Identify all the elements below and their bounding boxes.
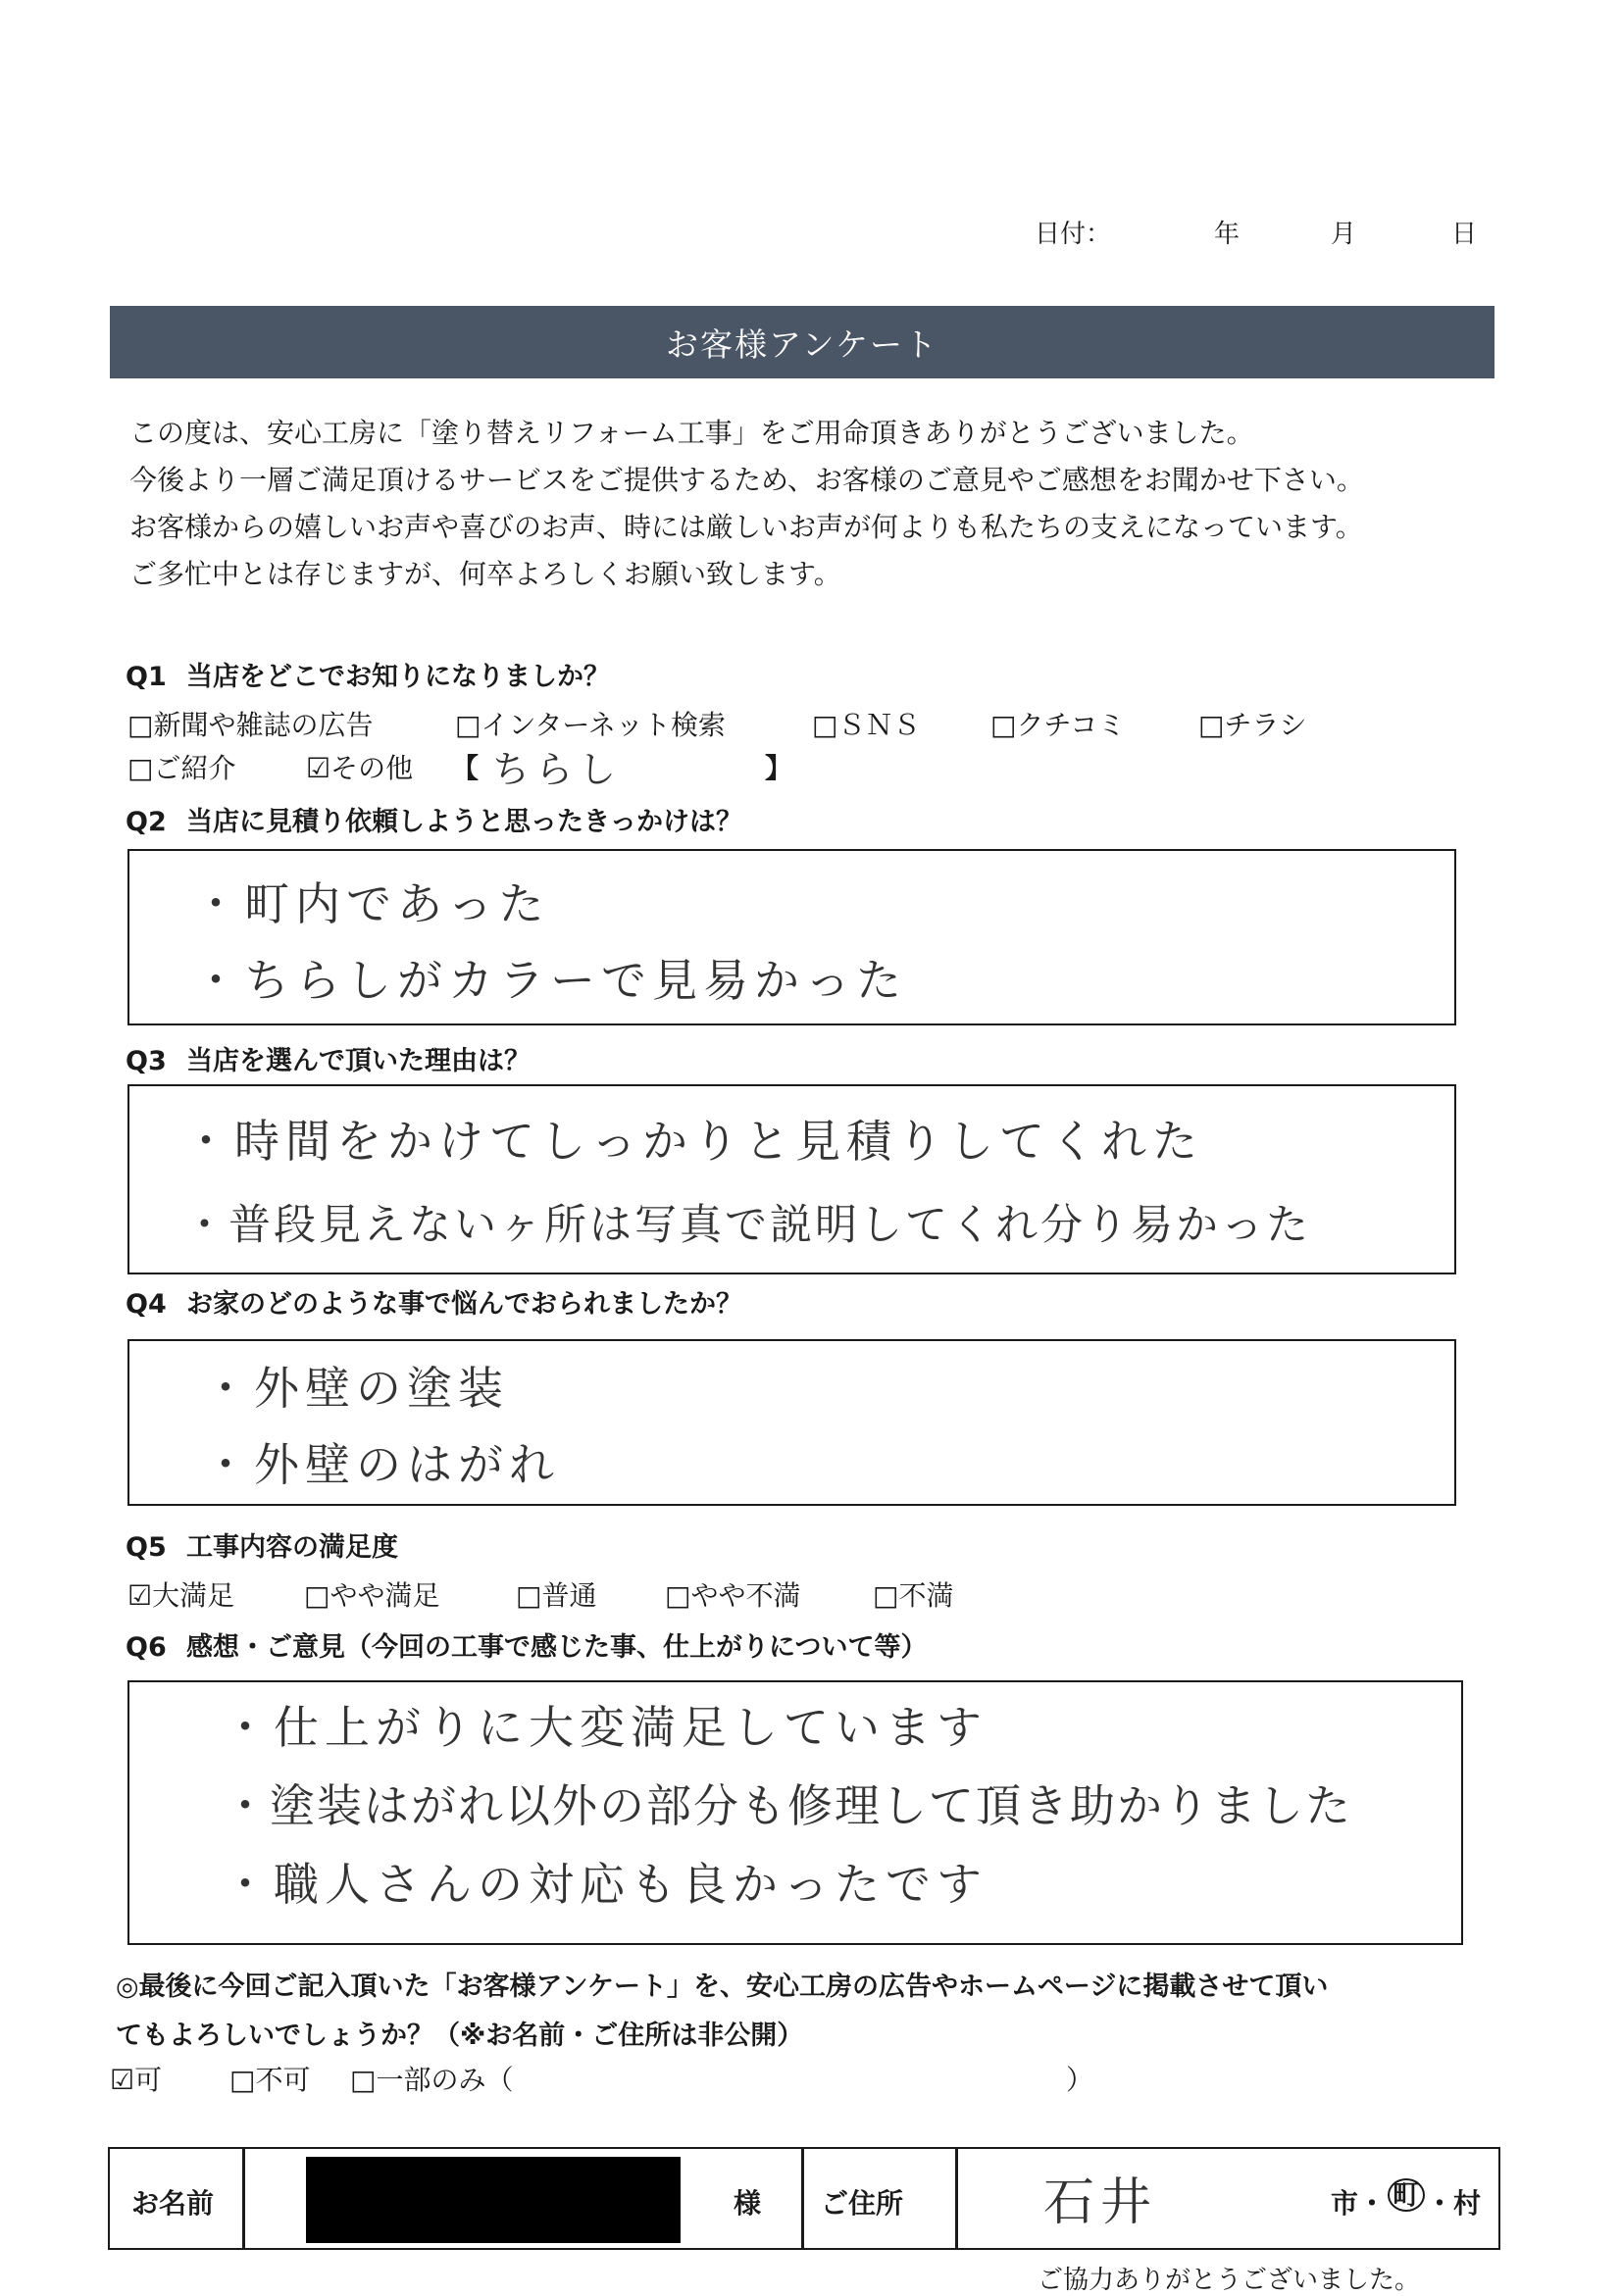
customer-info-table [108,2147,1500,2250]
address-son: ・村 [1426,2187,1482,2220]
table-divider [242,2149,245,2248]
publish-option-yes[interactable]: ☑可 [110,2064,163,2096]
page-title: お客様アンケート [665,324,939,364]
thanks-message: ご協力ありがとうございました。 [1038,2266,1421,2295]
q5-options [127,1574,1108,1614]
q1-other-close-bracket: 】 [765,752,793,784]
q1-text: 当店をどこでお知りになりましか？ [186,662,610,692]
q5-option-somewhat-satisfied[interactable]: □やや満足 [304,1579,440,1612]
q6-answer-box [127,1680,1463,1945]
q5-text: 工事内容の満足度 [186,1532,398,1563]
q6-answer: ・塗装はがれ以外の部分も修理して頂き助かりました [223,1779,1352,1832]
publish-options [110,2059,1189,2098]
q2-number: Q2 [126,807,167,837]
intro-line: ご多忙中とは存じますが、何卒よろしくお願い致します。 [129,558,841,590]
publish-option-partial[interactable]: □一部のみ（ [350,2064,514,2096]
q4-number: Q4 [126,1289,167,1320]
q1-option-other[interactable]: ☑その他 [306,752,414,784]
q2-heading [126,800,742,838]
q5-option-neutral[interactable]: □普通 [516,1579,597,1612]
q2-answer: ・町内であった [193,877,550,930]
publish-option-no[interactable]: □不可 [229,2064,311,2096]
publish-permission-question [116,1963,1328,2061]
intro-line: この度は、安心工房に「塗り替えリフォーム工事」をご用命頂きありがとうございました。 [129,417,1254,449]
date-day: 日 [1451,220,1478,249]
table-divider [955,2149,958,2248]
q4-answer: ・外壁の塗装 [203,1362,509,1415]
q6-number: Q6 [126,1632,167,1663]
q6-text: 感想・ご意見（今回の工事で感じた事、仕上がりについて等） [186,1632,928,1663]
q1-option-referral[interactable]: □ご紹介 [127,752,236,784]
q4-text: お家のどのような事で悩んでおられましたか？ [186,1289,742,1320]
intro-text [129,410,1364,598]
intro-line: 今後より一層ご満足頂けるサービスをご提供するため、お客様のご意見やご感想をお聞かせ下さい。 [129,464,1364,496]
q5-heading [126,1525,398,1564]
q2-answer-box [127,849,1456,1025]
q1-heading [126,655,610,693]
date-year: 年 [1214,220,1241,249]
q1-options-row2 [127,747,1500,791]
publish-option-close-paren: ） [1066,2064,1094,2096]
address-city: 石井 [1043,2173,1158,2232]
q5-option-somewhat-dissatisfied[interactable]: □やや不満 [665,1579,801,1612]
address-cho-circled: 町 [1388,2178,1425,2212]
q1-option-sns[interactable]: □ＳＮＳ [812,709,921,741]
q2-text: 当店に見積り依頼しようと思ったきっかけは？ [186,807,742,837]
q1-option-flyer[interactable]: □チラシ [1198,709,1307,741]
publish-question-line: てもよろしいでしょうか？（※お名前・ご住所は非公開） [116,2021,804,2051]
date-label: 日付： [1035,220,1112,249]
table-divider [801,2149,804,2248]
sama-label: 様 [734,2187,762,2220]
q4-heading [126,1282,742,1321]
q1-option-newspaper[interactable]: □新聞や雑誌の広告 [127,709,374,741]
address-shi: 市・ [1331,2187,1387,2220]
name-redaction [306,2157,681,2243]
q6-answer: ・仕上がりに大変満足しています [223,1701,988,1754]
survey-title-banner [110,306,1494,378]
q6-heading [126,1625,927,1664]
q6-answer: ・職人さんの対応も良かったです [223,1858,988,1911]
date-month: 月 [1331,220,1357,249]
q1-option-word-of-mouth[interactable]: □クチコミ [990,709,1126,741]
name-label: お名前 [131,2187,215,2220]
intro-line: お客様からの嬉しいお声や喜びのお声、時には厳しいお声が何よりも私たちの支えになっています。 [129,511,1363,543]
q1-options-row1 [127,704,1500,743]
q3-text: 当店を選んで頂いた理由は？ [186,1046,531,1076]
q5-option-dissatisfied[interactable]: □不満 [873,1579,954,1612]
q3-heading [126,1039,531,1077]
q3-answer: ・普段見えないヶ所は写真で説明してくれ分り易かった [183,1201,1311,1250]
q5-option-very-satisfied[interactable]: ☑大満足 [127,1579,235,1612]
address-label: ご住所 [821,2187,904,2220]
q1-other-value: ちらし [492,748,623,791]
q1-option-internet[interactable]: □インターネット検索 [455,709,726,741]
q4-answer-box [127,1339,1456,1506]
q4-answer: ・外壁のはがれ [203,1438,560,1491]
q1-number: Q1 [126,662,167,692]
q3-number: Q3 [126,1046,167,1076]
q5-number: Q5 [126,1532,167,1563]
q3-answer: ・時間をかけてしっかりと見積りしてくれた [183,1115,1203,1168]
q2-answer: ・ちらしがカラーで見易かった [193,954,907,1007]
q1-other-open-bracket: 【 [451,752,480,784]
q3-answer-box [127,1084,1456,1274]
publish-question-line: ◎最後に今回ご記入頂いた「お客様アンケート」を、安心工房の広告やホームページに掲載させて頂い [116,1972,1329,2002]
